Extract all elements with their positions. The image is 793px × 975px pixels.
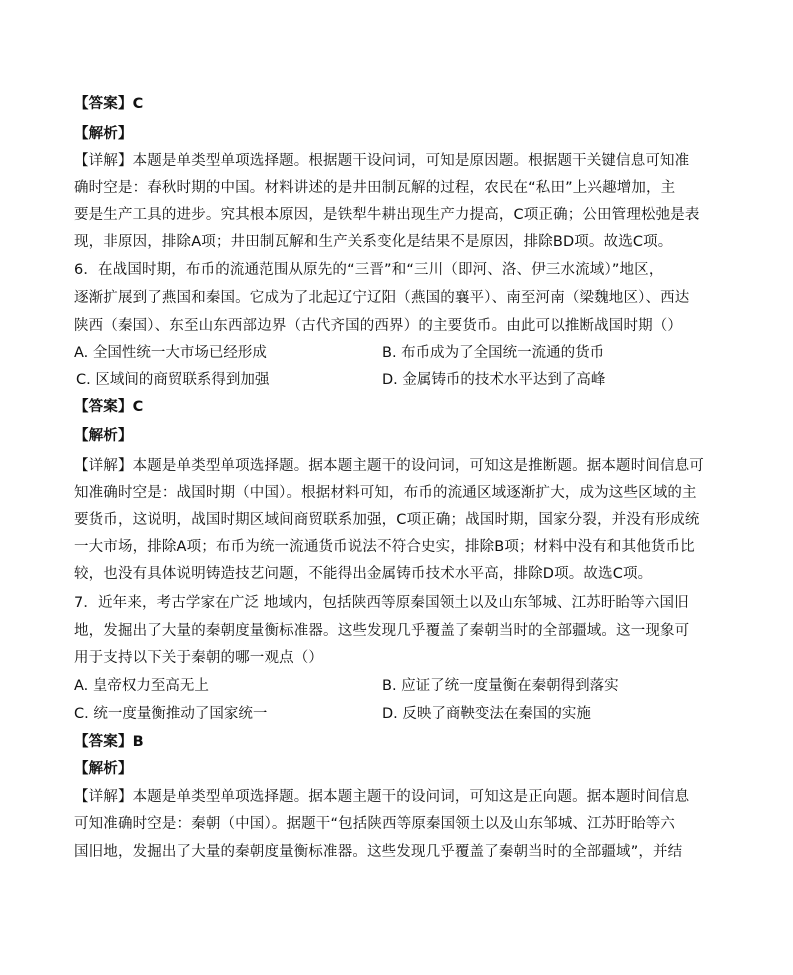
q6-detail-line: 一大市场，排除A项；布币为统一流通货币说法不符合史实，排除B项；材料中没有和其他货币比 bbox=[74, 539, 695, 555]
q7-stem-line: 地，发掘出了大量的秦朝度量衡标准器。这些发现几乎覆盖了秦朝当时的全部疆域。这一现象可 bbox=[74, 623, 690, 639]
q6-detail-line: 要货币，这说明，战国时期区域间商贸联系加强，C项正确；战国时期，国家分裂，并没有形成统 bbox=[74, 512, 700, 528]
q5-detail-line: 【详解】本题是单类型单项选择题。根据题干设问词，可知是原因题。根据题干关键信息可知准 bbox=[74, 153, 690, 169]
q7-detail-line: 可知准确时空是：秦朝（中国）。据题干“包括陕西等原秦国领土以及山东邹城、江苏盱眙等六 bbox=[74, 816, 676, 832]
q5-analysis-heading: 【解析】 bbox=[74, 126, 133, 142]
q7-option-a: A. 皇帝权力至高无上 bbox=[74, 678, 209, 694]
q6-option-d: D. 金属铸币的技术水平达到了高峰 bbox=[382, 372, 606, 388]
q7-analysis-heading: 【解析】 bbox=[74, 761, 133, 777]
q5-answer: 【答案】C bbox=[74, 96, 144, 112]
q6-answer: 【答案】C bbox=[74, 399, 144, 415]
q7-option-d: D. 反映了商鞅变法在秦国的实施 bbox=[382, 706, 591, 722]
q7-option-b: B. 应证了统一度量衡在秦朝得到落实 bbox=[382, 678, 619, 694]
q6-analysis-heading: 【解析】 bbox=[74, 428, 133, 444]
q5-detail-line: 现，非原因，排除A项；井田制瓦解和生产关系变化是结果不是原因，排除BD项。故选C项。 bbox=[74, 234, 673, 250]
q6-option-c: C. 区域间的商贸联系得到加强 bbox=[76, 372, 270, 388]
q6-stem-line: 陕西（秦国）、东至山东西部边界（古代齐国的西界）的主要货币。由此可以推断战国时期（） bbox=[74, 318, 683, 334]
q6-stem-line: 6．在战国时期，布币的流通范围从原先的“三晋”和“三川（即河、洛、伊三水流域）”地区， bbox=[74, 262, 664, 278]
q7-detail-line: 国旧地，发掘出了大量的秦朝度量衡标准器。这些发现几乎覆盖了秦朝当时的全部疆域”，并结 bbox=[74, 844, 683, 860]
q7-stem-line: 用于支持以下关于秦朝的哪一观点（） bbox=[74, 650, 324, 666]
q6-detail-line: 知准确时空是：战国时期（中国）。根据材料可知，布币的流通区域逐渐扩大，成为这些区域的主 bbox=[74, 485, 697, 501]
q6-option-b: B. 布币成为了全国统一流通的货币 bbox=[382, 345, 605, 361]
q6-option-a: A. 全国性统一大市场已经形成 bbox=[74, 345, 267, 361]
q7-detail-line: 【详解】本题是单类型单项选择题。据本题主题干的设问词，可知这是正向题。据本题时间信息 bbox=[74, 789, 690, 805]
q6-stem-line: 逐渐扩展到了燕国和秦国。它成为了北起辽宁辽阳（燕国的襄平）、南至河南（梁魏地区）、西达 bbox=[74, 290, 690, 306]
q5-detail-line: 确时空是：春秋时期的中国。材料讲述的是井田制瓦解的过程，农民在“私田”上兴趣增加，主 bbox=[74, 180, 676, 196]
q7-answer: 【答案】B bbox=[74, 734, 144, 750]
q6-detail-line: 较，也没有具体说明铸造技艺问题，不能得出金属铸币技术水平高，排除D项。故选C项。 bbox=[74, 566, 653, 582]
q6-detail-line: 【详解】本题是单类型单项选择题。据本题主题干的设问词，可知这是推断题。据本题时间信息可 bbox=[74, 458, 704, 474]
q7-option-c: C. 统一度量衡推动了国家统一 bbox=[74, 706, 268, 722]
q7-stem-line: 7．近年来，考古学家在广泛 地域内，包括陕西等原秦国领土以及山东邹城、江苏盱眙等六国旧 bbox=[74, 595, 689, 611]
q5-detail-line: 要是生产工具的进步。究其根本原因，是铁犁牛耕出现生产力提高，C项正确；公田管理松弛是表 bbox=[74, 207, 700, 223]
